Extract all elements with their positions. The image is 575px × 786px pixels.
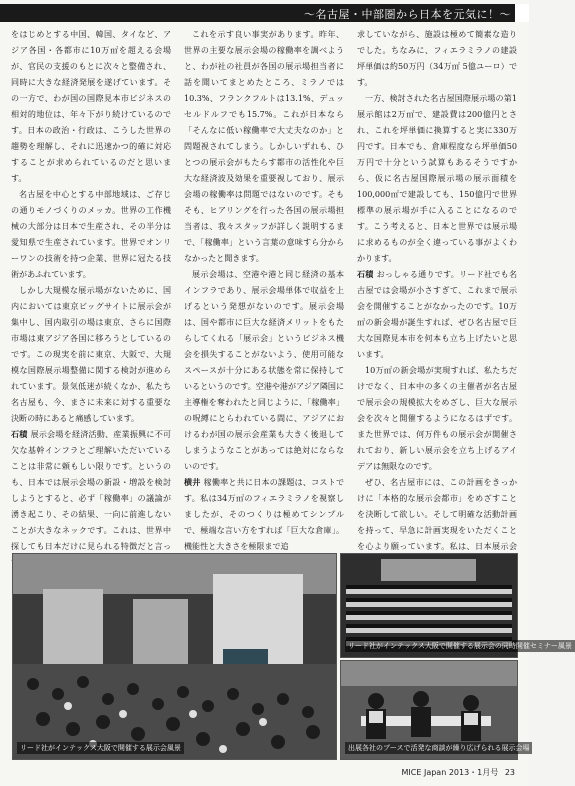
exhibition-hall-photo: [12, 553, 337, 760]
paragraph-text: 展示会場は、空港や港と同じ経済の基本インフラであり、展示会場単体で収益を上げるという発想がないのです。展示会場は、国や都市に巨大な経済メリットをもたらしてくれる「展示会」というビジネス機会を損失することがないよう、使用可能なスペースが十分にある状態を常に保持しているというのです。空港や港がアジア隣国に主導権を奪われたと同じように、「稼働率」の呪縛にとらわれている間に、アジアにおけるわが国の展示会産業も大きく後退してしまうようなことがあっては絶対にならないのです。: [184, 270, 344, 471]
magazine-issue: MICE Japan 2013・1月号: [401, 768, 499, 777]
article-column-3: [357, 27, 517, 551]
paragraph-text: これを示す良い事実があります。昨年、世界の主要な展示会場の稼働率を調べようと、わが社の社員が各国の展示場担当者に話を聞いてまとめたところ、ミラノでは10.3%、フランクフルトは13.1%、デュッセルドルフでも15.7%。これが日本なら「そんなに低い稼働率で大丈夫なのか」と問題視されてしまう。しかしいずれも、ひとつの展示会がもたらす都市の活性化や巨大な経済波及効果を重要視しており、展示会場の稼働率は問題ではないのです。そもそも、ヒアリングを行った各国の展示場担当者は、我々スタッフが詳しく説明するまで、「稼働率」という言葉の意味すら分からなかったと聞きます。: [184, 30, 344, 263]
paragraph-text: をはじめとする中国、韓国、タイなど、アジア各国・各都市に10万㎡を超える会場が、官民の支援のもとに次々と整備され、同時に大きな経済発展を遂げています。その一方で、わが国の国際見本市ビジネスの相対的地位は、年々下がり続けているのです。日本の政治・行政は、こうした世界の趨勢を理解し、それに迅速かつ的確に対応することが求められているのだと思います。: [11, 30, 171, 183]
paragraph: [357, 91, 517, 267]
page-number: 23: [504, 768, 515, 777]
page-footer: [398, 767, 515, 778]
paragraph: [184, 475, 344, 555]
paragraph-text: ぜひ、名古屋市には、この計画をきっかけに「本格的な展示会都市」をめざすことを決断して欲しい。そして明確な活動計画を持って、早急に計画実現をいただくことを心より願っています。私は、日本展示会: [357, 478, 517, 551]
paragraph: [11, 27, 171, 187]
speaker-name: 石積: [357, 270, 374, 279]
paragraph: [184, 267, 344, 475]
paragraph: [11, 283, 171, 427]
paragraph-text: 一方、検討された名古屋国際展示場の第1展示館は2万㎡で、建設費は200億円とされ、これを坪単価に換算すると実に330万円です。日本でも、倉庫程度なら坪単価50万円で十分という試算もあるそうですから、仮に名古屋国際展示場の展示面積を100,000㎡で建設しても、150億円で世界標準の展示場が手に入ることになるのです。こう考えると、日本と世界では展示場に求めるものが全く違っている事がよくわかります。: [357, 94, 517, 263]
article-column-1: [11, 27, 172, 551]
paragraph: [11, 427, 171, 571]
paragraph-text: おっしゃる通りです。リード社でも名古屋では会場が小さすぎて、これまで展示会を開催することがなかったのです。10万㎡の新会場が誕生すれば、ぜひ名古屋で巨大な国際見本市を何本も立ち上げたいと思います。: [357, 270, 517, 359]
paragraph: [357, 267, 517, 363]
booth-meeting-photo: [340, 660, 530, 760]
paragraph-text: 稼働率と共に日本の課題は、コストです。私は34万㎡のフィエラミラノを視察しましたが、そのつくりは極めてシンプルで、極端な言い方をすれば「巨大な倉庫」。機能性と大きさを極限まで追: [184, 478, 345, 551]
paragraph-text: 展示会場を経済活動、産業振興に不可欠な基幹インフラとご理解いただいていることは非常に頼もしい限りです。というのも、日本では展示会場の新設・増設を検討しようとすると、必ず「稼働率」の議論が湧き起こり、その結果、一向に前進しないことが大きなネックです。これは、世界中探しても日本だけに見られる特徴だと言っ: [11, 430, 172, 551]
paragraph: [357, 363, 517, 475]
paragraph-text: 10万㎡の新会場が実現すれば、私たちだけでなく、日本中の多くの主催者が名古屋で展示会の規模拡大をめざし、巨大な展示会を次々と開催するようになるはずです。また世界では、何万件もの展示会が開催されており、新しい展示会を立ち上げるアイデアは無限なのです。: [357, 366, 517, 471]
banner-tip: [515, 4, 529, 22]
photo-caption: リード社がインテックス大阪で開催する展示会の同時開催セミナー風景: [345, 640, 575, 652]
paragraph-text: 求していながら、施設は極めて簡素な造りでした。ちなみに、フィエラミラノの建設坪単価は約50万円（34万㎡ 5億ユーロ）です。: [357, 30, 517, 87]
paragraph-text: 名古屋を中心とする中部地域は、ご存じの通りモノづくりのメッカ。世界の工作機械の大部分は日本で生産され、その半分は愛知県で生産されています。世界でオンリーワンの技術を持つ企業、世界に冠たる技術があふれています。: [11, 190, 171, 279]
photo-caption: 出展各社のブースで活発な商談が繰り広げられる展示会場: [345, 742, 532, 754]
banner-title: 〜名古屋・中部圏から日本を元気に！〜: [304, 8, 511, 21]
seminar-photo: [340, 553, 572, 658]
crowd-scene-illustration: [13, 554, 336, 759]
photo-caption: リード社がインテックス大阪で開催する展示会風景: [17, 742, 184, 754]
paragraph: [357, 27, 517, 91]
article-column-2: [184, 27, 345, 551]
paragraph-text: しかし大規模な展示場がないために、国内においては東京ビッグサイトに展示会が集中し、国内取引の場は東京、さらに国際市場は東アジア各国に移ろうとしているのです。この現実を前に東京、大阪で、大規模な国際展示場整備に関する検討が進められています。景気低迷が続くなか、私たち名古屋も、今、まさに未来に対する重要な決断の時にあると痛感しています。: [11, 286, 171, 423]
speaker-name: 石積: [11, 430, 28, 439]
section-banner: [0, 4, 529, 22]
photo-area: [12, 553, 572, 760]
paragraph: [11, 187, 171, 283]
speaker-name: 横井: [184, 478, 201, 487]
paragraph: [184, 27, 344, 267]
